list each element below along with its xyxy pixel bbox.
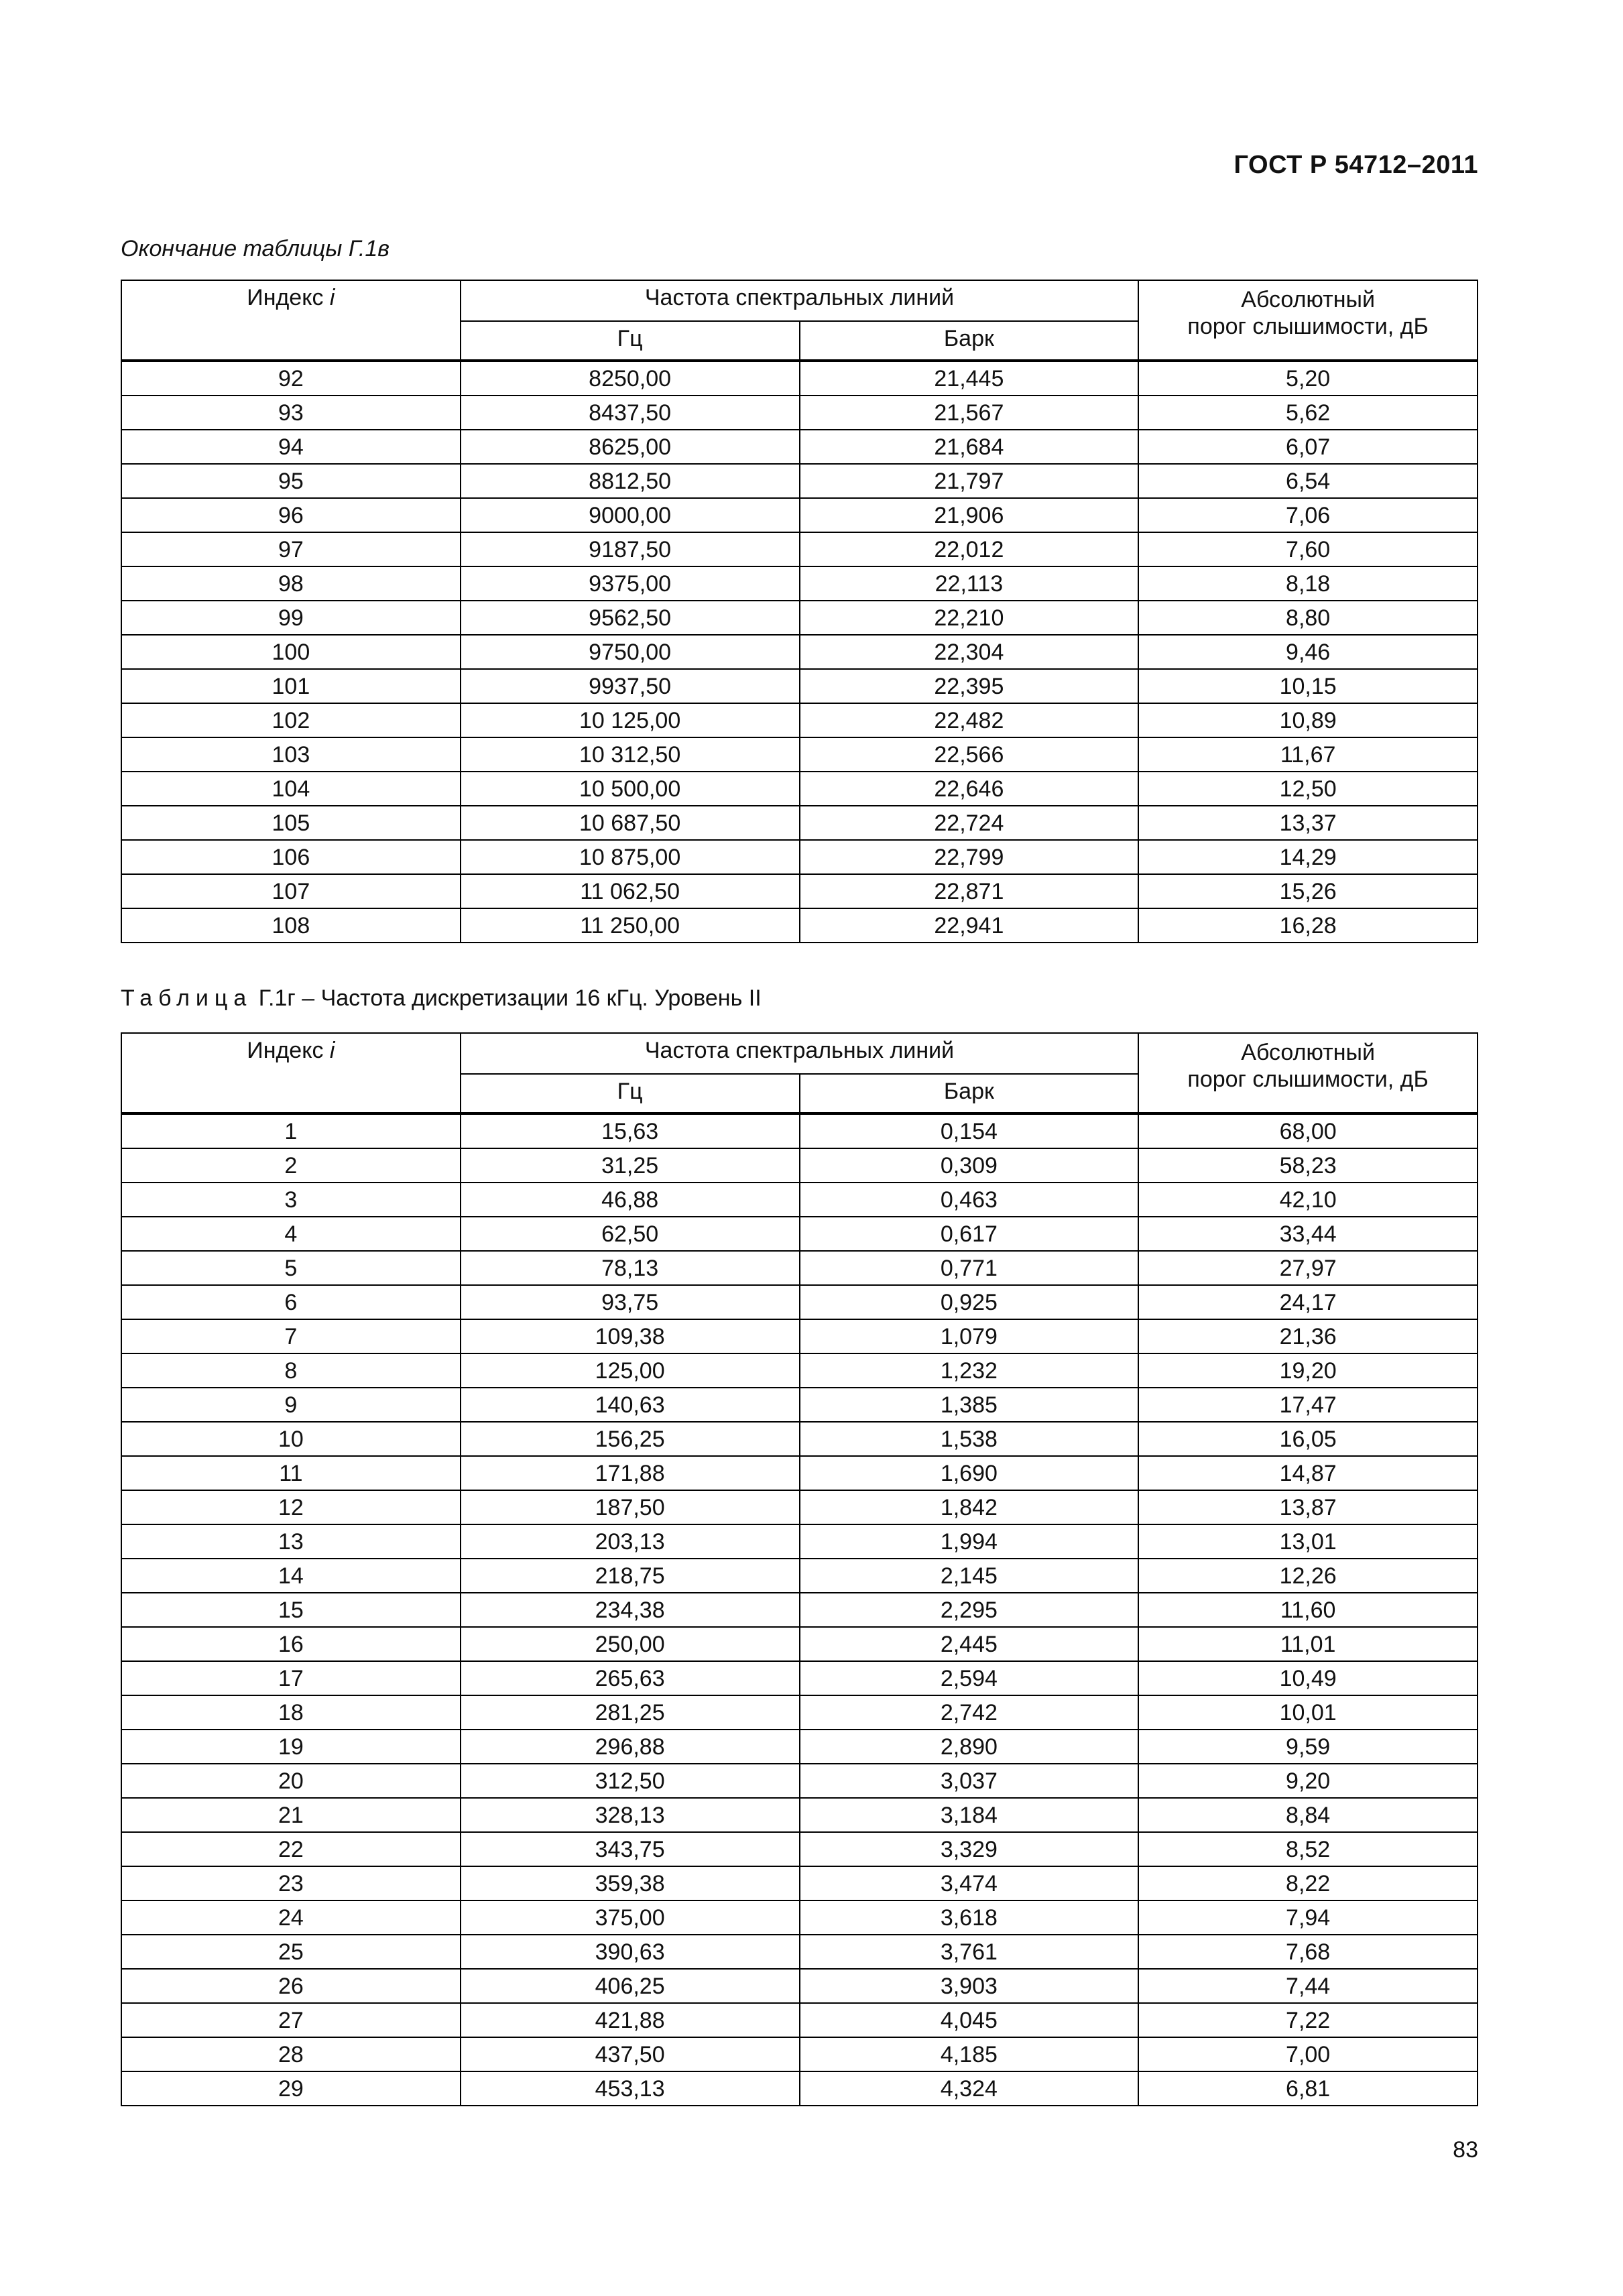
cell-bark: 3,618 — [800, 1900, 1139, 1935]
cell-threshold: 27,97 — [1138, 1251, 1478, 1285]
table-row — [121, 772, 1478, 806]
cell-index: 14 — [121, 1559, 461, 1593]
cell-hz: 234,38 — [461, 1593, 800, 1627]
cell-bark: 3,761 — [800, 1935, 1139, 1969]
cell-threshold: 6,54 — [1138, 464, 1478, 498]
table-row — [121, 1695, 1478, 1730]
cell-bark: 0,154 — [800, 1113, 1139, 1148]
cell-threshold: 13,37 — [1138, 806, 1478, 840]
table-row — [121, 1798, 1478, 1832]
cell-threshold: 10,15 — [1138, 669, 1478, 703]
cell-index: 99 — [121, 601, 461, 635]
cell-threshold: 11,60 — [1138, 1593, 1478, 1627]
cell-bark: 22,799 — [800, 840, 1139, 874]
cell-bark: 22,395 — [800, 669, 1139, 703]
cell-threshold: 13,87 — [1138, 1490, 1478, 1524]
table-row — [121, 498, 1478, 532]
cell-hz: 10 125,00 — [461, 703, 800, 737]
cell-bark: 3,037 — [800, 1764, 1139, 1798]
cell-bark: 22,646 — [800, 772, 1139, 806]
cell-threshold: 8,18 — [1138, 566, 1478, 601]
cell-threshold: 7,22 — [1138, 2003, 1478, 2037]
cell-index: 100 — [121, 635, 461, 669]
cell-index: 15 — [121, 1593, 461, 1627]
cell-hz: 281,25 — [461, 1695, 800, 1730]
cell-threshold: 21,36 — [1138, 1319, 1478, 1353]
cell-index: 29 — [121, 2071, 461, 2106]
cell-bark: 22,113 — [800, 566, 1139, 601]
table-row — [121, 669, 1478, 703]
cell-index: 19 — [121, 1730, 461, 1764]
cell-threshold: 8,80 — [1138, 601, 1478, 635]
cell-bark: 3,184 — [800, 1798, 1139, 1832]
cell-threshold: 8,52 — [1138, 1832, 1478, 1866]
cell-threshold: 5,20 — [1138, 361, 1478, 396]
table-row — [121, 703, 1478, 737]
cell-threshold: 7,60 — [1138, 532, 1478, 566]
cell-index: 11 — [121, 1456, 461, 1490]
cell-bark: 3,903 — [800, 1969, 1139, 2003]
col-header-bark: Барк — [800, 321, 1139, 361]
table-row — [121, 1353, 1478, 1388]
cell-hz: 125,00 — [461, 1353, 800, 1388]
cell-index: 95 — [121, 464, 461, 498]
cell-index: 103 — [121, 737, 461, 772]
cell-index: 10 — [121, 1422, 461, 1456]
cell-bark: 0,617 — [800, 1217, 1139, 1251]
cell-index: 107 — [121, 874, 461, 908]
table-row — [121, 601, 1478, 635]
cell-index: 18 — [121, 1695, 461, 1730]
table-row — [121, 1319, 1478, 1353]
cell-threshold: 10,01 — [1138, 1695, 1478, 1730]
cell-bark: 21,684 — [800, 430, 1139, 464]
table2-caption: Таблица Г.1г – Частота дискретизации 16 кГц. Уровень II — [121, 985, 762, 1011]
cell-hz: 8812,50 — [461, 464, 800, 498]
cell-bark: 1,994 — [800, 1524, 1139, 1559]
cell-index: 12 — [121, 1490, 461, 1524]
table-row — [121, 806, 1478, 840]
cell-index: 5 — [121, 1251, 461, 1285]
cell-threshold: 15,26 — [1138, 874, 1478, 908]
cell-threshold: 12,50 — [1138, 772, 1478, 806]
table-row — [121, 1113, 1478, 1148]
cell-threshold: 7,44 — [1138, 1969, 1478, 2003]
cell-threshold: 16,05 — [1138, 1422, 1478, 1456]
table-row — [121, 1866, 1478, 1900]
cell-hz: 9937,50 — [461, 669, 800, 703]
cell-hz: 437,50 — [461, 2037, 800, 2071]
cell-index: 4 — [121, 1217, 461, 1251]
cell-hz: 359,38 — [461, 1866, 800, 1900]
table-row — [121, 1422, 1478, 1456]
cell-threshold: 33,44 — [1138, 1217, 1478, 1251]
cell-bark: 1,690 — [800, 1456, 1139, 1490]
cell-bark: 21,567 — [800, 396, 1139, 430]
table-row — [121, 1969, 1478, 2003]
table-row — [121, 1900, 1478, 1935]
table-row — [121, 635, 1478, 669]
cell-index: 108 — [121, 908, 461, 943]
cell-bark: 22,210 — [800, 601, 1139, 635]
cell-hz: 406,25 — [461, 1969, 800, 2003]
cell-bark: 2,295 — [800, 1593, 1139, 1627]
cell-threshold: 58,23 — [1138, 1148, 1478, 1183]
cell-index: 16 — [121, 1627, 461, 1661]
cell-index: 7 — [121, 1319, 461, 1353]
cell-bark: 21,906 — [800, 498, 1139, 532]
cell-hz: 8437,50 — [461, 396, 800, 430]
cell-hz: 11 250,00 — [461, 908, 800, 943]
cell-bark: 0,309 — [800, 1148, 1139, 1183]
cell-threshold: 19,20 — [1138, 1353, 1478, 1388]
cell-threshold: 6,81 — [1138, 2071, 1478, 2106]
cell-bark: 3,474 — [800, 1866, 1139, 1900]
cell-index: 23 — [121, 1866, 461, 1900]
cell-bark: 22,871 — [800, 874, 1139, 908]
cell-hz: 109,38 — [461, 1319, 800, 1353]
cell-hz: 9562,50 — [461, 601, 800, 635]
table-row — [121, 1832, 1478, 1866]
table-row — [121, 737, 1478, 772]
table-row — [121, 2003, 1478, 2037]
cell-bark: 1,842 — [800, 1490, 1139, 1524]
cell-hz: 8625,00 — [461, 430, 800, 464]
cell-index: 22 — [121, 1832, 461, 1866]
cell-hz: 9000,00 — [461, 498, 800, 532]
cell-bark: 1,385 — [800, 1388, 1139, 1422]
table-row — [121, 1593, 1478, 1627]
cell-hz: 10 875,00 — [461, 840, 800, 874]
table-row — [121, 1730, 1478, 1764]
cell-hz: 10 687,50 — [461, 806, 800, 840]
cell-hz: 296,88 — [461, 1730, 800, 1764]
cell-hz: 8250,00 — [461, 361, 800, 396]
cell-hz: 9187,50 — [461, 532, 800, 566]
table-row — [121, 1935, 1478, 1969]
cell-index: 97 — [121, 532, 461, 566]
table-row — [121, 1388, 1478, 1422]
col-header-index: Индекс i — [121, 280, 461, 361]
table-row — [121, 464, 1478, 498]
cell-hz: 10 500,00 — [461, 772, 800, 806]
cell-threshold: 7,94 — [1138, 1900, 1478, 1935]
cell-threshold: 7,68 — [1138, 1935, 1478, 1969]
col-header-bark: Барк — [800, 1074, 1139, 1113]
cell-bark: 2,890 — [800, 1730, 1139, 1764]
cell-hz: 203,13 — [461, 1524, 800, 1559]
table-row — [121, 1183, 1478, 1217]
table-row — [121, 1764, 1478, 1798]
cell-bark: 22,304 — [800, 635, 1139, 669]
table-row — [121, 1456, 1478, 1490]
cell-threshold: 8,22 — [1138, 1866, 1478, 1900]
cell-bark: 0,463 — [800, 1183, 1139, 1217]
document-standard-header: ГОСТ Р 54712–2011 — [1234, 151, 1478, 179]
cell-hz: 78,13 — [461, 1251, 800, 1285]
cell-index: 101 — [121, 669, 461, 703]
table1-caption: Окончание таблицы Г.1в — [121, 236, 390, 261]
cell-bark: 22,566 — [800, 737, 1139, 772]
cell-bark: 22,482 — [800, 703, 1139, 737]
cell-index: 28 — [121, 2037, 461, 2071]
cell-bark: 0,925 — [800, 1285, 1139, 1319]
cell-threshold: 9,46 — [1138, 635, 1478, 669]
cell-threshold: 12,26 — [1138, 1559, 1478, 1593]
cell-threshold: 16,28 — [1138, 908, 1478, 943]
cell-hz: 93,75 — [461, 1285, 800, 1319]
table-row — [121, 908, 1478, 943]
col-header-threshold: Абсолютный порог слышимости, дБ — [1138, 1033, 1478, 1113]
cell-index: 24 — [121, 1900, 461, 1935]
cell-bark: 0,771 — [800, 1251, 1139, 1285]
cell-hz: 9750,00 — [461, 635, 800, 669]
cell-threshold: 10,49 — [1138, 1661, 1478, 1695]
cell-index: 2 — [121, 1148, 461, 1183]
cell-threshold: 6,07 — [1138, 430, 1478, 464]
cell-bark: 22,941 — [800, 908, 1139, 943]
table-row — [121, 1627, 1478, 1661]
cell-hz: 10 312,50 — [461, 737, 800, 772]
table-row — [121, 1490, 1478, 1524]
cell-threshold: 10,89 — [1138, 703, 1478, 737]
table-row — [121, 1285, 1478, 1319]
table-row — [121, 1559, 1478, 1593]
cell-bark: 21,445 — [800, 361, 1139, 396]
cell-threshold: 13,01 — [1138, 1524, 1478, 1559]
cell-index: 25 — [121, 1935, 461, 1969]
cell-bark: 21,797 — [800, 464, 1139, 498]
table-row — [121, 361, 1478, 396]
cell-bark: 3,329 — [800, 1832, 1139, 1866]
cell-threshold: 11,01 — [1138, 1627, 1478, 1661]
table1-spectral-lines — [121, 280, 1478, 943]
cell-index: 106 — [121, 840, 461, 874]
cell-threshold: 7,06 — [1138, 498, 1478, 532]
table-row — [121, 1251, 1478, 1285]
cell-hz: 156,25 — [461, 1422, 800, 1456]
cell-hz: 140,63 — [461, 1388, 800, 1422]
col-header-index: Индекс i — [121, 1033, 461, 1113]
cell-hz: 11 062,50 — [461, 874, 800, 908]
cell-hz: 328,13 — [461, 1798, 800, 1832]
cell-threshold: 7,00 — [1138, 2037, 1478, 2071]
cell-hz: 265,63 — [461, 1661, 800, 1695]
cell-index: 20 — [121, 1764, 461, 1798]
col-header-frequency-group: Частота спектральных линий — [461, 280, 1139, 321]
cell-threshold: 9,59 — [1138, 1730, 1478, 1764]
cell-hz: 9375,00 — [461, 566, 800, 601]
cell-hz: 187,50 — [461, 1490, 800, 1524]
cell-threshold: 5,62 — [1138, 396, 1478, 430]
cell-index: 92 — [121, 361, 461, 396]
table-row — [121, 1661, 1478, 1695]
cell-bark: 2,742 — [800, 1695, 1139, 1730]
table-row — [121, 1217, 1478, 1251]
cell-bark: 1,538 — [800, 1422, 1139, 1456]
cell-bark: 22,724 — [800, 806, 1139, 840]
cell-hz: 343,75 — [461, 1832, 800, 1866]
cell-index: 3 — [121, 1183, 461, 1217]
cell-bark: 2,445 — [800, 1627, 1139, 1661]
cell-index: 96 — [121, 498, 461, 532]
table-row — [121, 1148, 1478, 1183]
cell-threshold: 14,29 — [1138, 840, 1478, 874]
cell-hz: 453,13 — [461, 2071, 800, 2106]
cell-hz: 390,63 — [461, 1935, 800, 1969]
cell-bark: 4,045 — [800, 2003, 1139, 2037]
cell-threshold: 68,00 — [1138, 1113, 1478, 1148]
cell-index: 98 — [121, 566, 461, 601]
page-number: 83 — [1453, 2137, 1478, 2163]
col-header-threshold: Абсолютный порог слышимости, дБ — [1138, 280, 1478, 361]
cell-hz: 312,50 — [461, 1764, 800, 1798]
cell-index: 102 — [121, 703, 461, 737]
table2-spectral-lines — [121, 1032, 1478, 2106]
table-row — [121, 566, 1478, 601]
cell-hz: 31,25 — [461, 1148, 800, 1183]
cell-threshold: 14,87 — [1138, 1456, 1478, 1490]
cell-index: 94 — [121, 430, 461, 464]
cell-threshold: 17,47 — [1138, 1388, 1478, 1422]
cell-threshold: 8,84 — [1138, 1798, 1478, 1832]
col-header-frequency-group: Частота спектральных линий — [461, 1033, 1139, 1074]
cell-index: 6 — [121, 1285, 461, 1319]
cell-threshold: 11,67 — [1138, 737, 1478, 772]
cell-hz: 62,50 — [461, 1217, 800, 1251]
table-row — [121, 840, 1478, 874]
cell-hz: 218,75 — [461, 1559, 800, 1593]
cell-index: 105 — [121, 806, 461, 840]
table-row — [121, 430, 1478, 464]
cell-bark: 22,012 — [800, 532, 1139, 566]
cell-hz: 250,00 — [461, 1627, 800, 1661]
cell-index: 9 — [121, 1388, 461, 1422]
cell-bark: 4,324 — [800, 2071, 1139, 2106]
col-header-hz: Гц — [461, 321, 800, 361]
cell-hz: 15,63 — [461, 1113, 800, 1148]
cell-index: 1 — [121, 1113, 461, 1148]
cell-index: 8 — [121, 1353, 461, 1388]
table-row — [121, 2037, 1478, 2071]
cell-index: 27 — [121, 2003, 461, 2037]
cell-bark: 1,232 — [800, 1353, 1139, 1388]
cell-bark: 2,594 — [800, 1661, 1139, 1695]
cell-bark: 1,079 — [800, 1319, 1139, 1353]
cell-index: 21 — [121, 1798, 461, 1832]
cell-index: 17 — [121, 1661, 461, 1695]
col-header-hz: Гц — [461, 1074, 800, 1113]
cell-hz: 375,00 — [461, 1900, 800, 1935]
cell-hz: 46,88 — [461, 1183, 800, 1217]
cell-hz: 421,88 — [461, 2003, 800, 2037]
cell-threshold: 9,20 — [1138, 1764, 1478, 1798]
table-row — [121, 1524, 1478, 1559]
table-row — [121, 532, 1478, 566]
cell-index: 93 — [121, 396, 461, 430]
cell-threshold: 24,17 — [1138, 1285, 1478, 1319]
table-row — [121, 2071, 1478, 2106]
cell-threshold: 42,10 — [1138, 1183, 1478, 1217]
cell-bark: 4,185 — [800, 2037, 1139, 2071]
cell-hz: 171,88 — [461, 1456, 800, 1490]
cell-index: 104 — [121, 772, 461, 806]
cell-index: 13 — [121, 1524, 461, 1559]
table-row — [121, 874, 1478, 908]
cell-index: 26 — [121, 1969, 461, 2003]
cell-bark: 2,145 — [800, 1559, 1139, 1593]
table-row — [121, 396, 1478, 430]
